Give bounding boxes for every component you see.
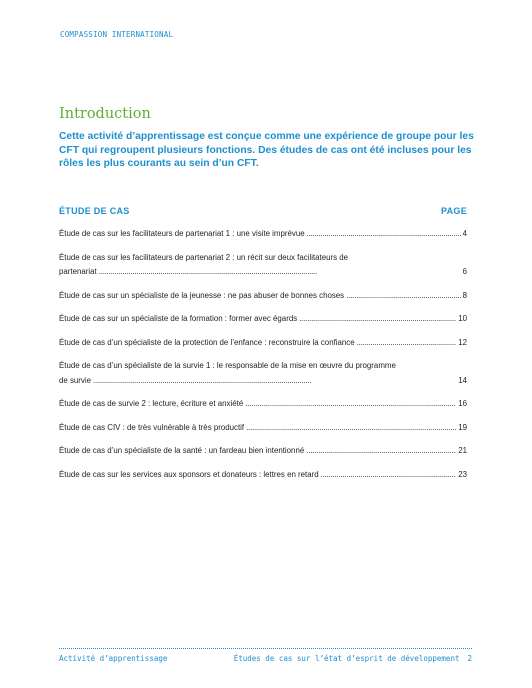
toc-entry-line — [59, 397, 467, 412]
toc-entry-title: Étude de cas d’un spécialiste de la santé : un fardeau bien intentionné — [59, 446, 305, 455]
toc-entry[interactable] — [59, 444, 467, 459]
table-of-contents — [59, 206, 467, 491]
toc-entry-title: Étude de cas de survie 2 : lecture, écriture et anxiété — [59, 399, 244, 408]
page-footer — [59, 654, 472, 663]
header-org: COMPASSION INTERNATIONAL — [60, 30, 174, 39]
footer-page-number: 2 — [467, 654, 472, 663]
toc-entry[interactable] — [59, 227, 467, 242]
toc-entry-page: 8 — [462, 290, 467, 300]
toc-entry-line — [59, 265, 467, 280]
toc-column-case-study: ÉTUDE DE CAS — [59, 206, 130, 216]
toc-entry[interactable] — [59, 312, 467, 327]
toc-entry[interactable] — [59, 359, 467, 388]
toc-entry-line — [59, 374, 467, 389]
toc-entry-line — [59, 444, 467, 459]
toc-entry[interactable] — [59, 251, 467, 280]
toc-leader-dots — [346, 289, 460, 304]
toc-leader-dots — [299, 312, 456, 327]
toc-entry[interactable] — [59, 336, 467, 351]
toc-header — [59, 206, 467, 216]
footer-right — [234, 654, 472, 663]
toc-leader-dots — [245, 397, 456, 412]
toc-entry-page: 10 — [458, 314, 467, 323]
toc-column-page: PAGE — [440, 206, 467, 216]
toc-entry-title-continued: de survie — [59, 375, 92, 385]
toc-entry-title: Étude de cas d’un spécialiste de la survie 1 : le responsable de la mise en œuvre du programme — [59, 361, 396, 370]
toc-leader-dots — [306, 444, 456, 459]
toc-entry-title: Étude de cas sur les services aux sponsors et donateurs : lettres en retard — [59, 469, 319, 479]
toc-entry-title: Étude de cas sur un spécialiste de la jeunesse : ne pas abuser de bonnes choses — [59, 290, 345, 300]
toc-entry[interactable] — [59, 421, 467, 436]
toc-entry[interactable] — [59, 289, 467, 304]
toc-entry-page: 4 — [462, 229, 467, 238]
intro-paragraph: Cette activité d’apprentissage est conçue comme une expérience de groupe pour les CFT qui regroupent plusieurs fonctions. Des études de cas ont été incluses pour les rôles les plus courants au sein d’un CFT. — [59, 131, 474, 170]
toc-list — [59, 227, 467, 482]
toc-entry-title: Étude de cas sur les facilitateurs de partenariat 2 : un récit sur deux facilitateurs de — [59, 252, 349, 262]
toc-entry-title: Étude de cas sur un spécialiste de la formation : former avec égards — [59, 314, 298, 323]
toc-leader-dots — [307, 227, 461, 242]
toc-entry-title: Étude de cas CIV : de très vulnérable à très productif — [59, 422, 245, 432]
toc-leader-dots — [357, 336, 457, 351]
toc-entry-title: Étude de cas sur les facilitateurs de partenariat 1 : une visite imprévue — [59, 229, 305, 238]
toc-entry-page: 21 — [458, 446, 467, 455]
toc-entry-page: 19 — [458, 422, 467, 432]
toc-entry-line — [59, 468, 467, 483]
toc-entry-title-continued: partenariat — [59, 267, 97, 276]
toc-entry-line — [59, 312, 467, 327]
toc-leader-dots — [246, 421, 456, 436]
toc-entry-title: Étude de cas d’un spécialiste de la protection de l’enfance : reconstruire la confiance — [59, 337, 355, 347]
section-title: Introduction — [59, 106, 151, 122]
footer-left-label: Activité d’apprentissage — [59, 654, 168, 663]
toc-entry-page: 16 — [458, 399, 467, 408]
footer-right-label: Études de cas sur l’état d’esprit de développement — [233, 654, 460, 663]
toc-leader-dots — [321, 468, 457, 483]
toc-leader-dots — [93, 374, 456, 389]
toc-leader-dots — [99, 265, 461, 280]
toc-entry-line — [59, 336, 467, 351]
toc-entry-line — [59, 227, 467, 242]
toc-entry-page: 23 — [458, 469, 467, 479]
toc-entry-page: 14 — [458, 375, 467, 385]
toc-entry-page: 6 — [462, 267, 467, 276]
toc-entry-page: 12 — [458, 337, 467, 347]
toc-entry[interactable] — [59, 397, 467, 412]
toc-entry-line — [59, 421, 467, 436]
footer-divider — [59, 648, 472, 649]
toc-entry-line — [59, 289, 467, 304]
toc-entry[interactable] — [59, 468, 467, 483]
